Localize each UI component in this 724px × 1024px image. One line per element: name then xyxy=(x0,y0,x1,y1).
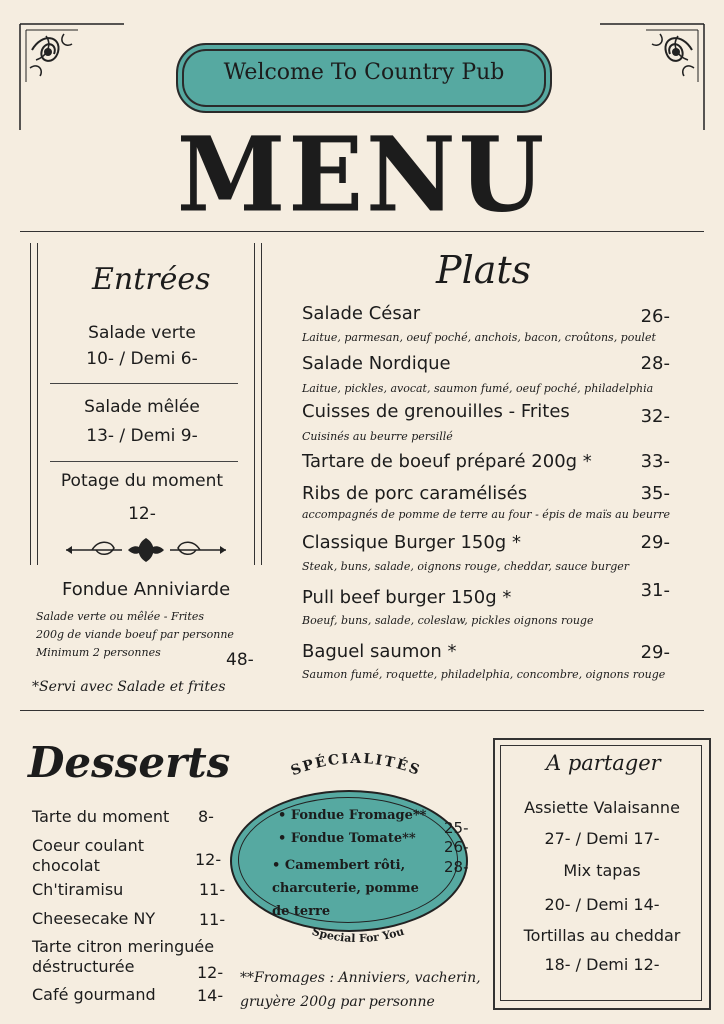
page-title: MENU xyxy=(176,115,548,236)
plat-1-name: Salade César xyxy=(302,303,421,324)
dessert-2-name: Coeur coulant chocolat xyxy=(32,836,144,875)
partager-line-4: 20- / Demi 14- xyxy=(544,895,660,914)
dessert-5-price: 12- xyxy=(197,963,224,982)
plat-6-desc: Steak, buns, salade, oignons rouge, cheddar, sauce burger xyxy=(302,560,630,573)
dessert-3-price: 11- xyxy=(199,880,226,899)
entrees-right-border-inner xyxy=(261,243,262,565)
entree-1-price: 10- / Demi 6- xyxy=(86,349,198,369)
fondue-line-1: Salade verte ou mêlée - Frites xyxy=(36,610,205,623)
entree-2-name: Salade mêlée xyxy=(84,397,200,417)
entree-3-price: 12- xyxy=(128,504,156,524)
partager-line-2: 27- / Demi 17- xyxy=(544,829,660,848)
middle-divider xyxy=(20,710,704,711)
dessert-6-name: Café gourmand xyxy=(32,985,156,1004)
partager-line-5: Tortillas au cheddar xyxy=(523,926,681,945)
plat-7-desc: Boeuf, buns, salade, coleslaw, pickles oignons rouge xyxy=(302,614,594,627)
plat-1-price: 26- xyxy=(640,306,670,327)
specialites-note: **Fromages : Anniviers, vacherin, gruyère 200g par personne xyxy=(240,970,481,1010)
dessert-3-name: Ch'tiramisu xyxy=(32,880,124,899)
dessert-4-name: Cheesecake NY xyxy=(32,909,156,928)
entree-separator xyxy=(50,461,238,462)
special-3-price: 28- xyxy=(444,858,469,876)
fondue-price: 48- xyxy=(226,650,254,670)
partager-line-6: 18- / Demi 12- xyxy=(544,955,660,974)
dessert-5-name: Tarte citron meringuée déstructurée xyxy=(32,937,215,976)
plat-8-price: 29- xyxy=(640,642,670,663)
plat-6-price: 29- xyxy=(640,532,670,553)
special-2-name: • Fondue Tomate** xyxy=(278,831,416,846)
partager-heading: A partager xyxy=(546,751,661,775)
plat-2-price: 28- xyxy=(640,353,670,374)
plat-4-name: Tartare de boeuf préparé 200g * xyxy=(302,451,592,472)
entrees-left-border-inner xyxy=(37,243,38,565)
plats-heading: Plats xyxy=(436,248,532,292)
plat-6-name: Classique Burger 150g * xyxy=(302,532,521,553)
plat-2-desc: Laitue, pickles, avocat, saumon fumé, oeuf poché, philadelphia xyxy=(302,382,654,395)
svg-text:Special For You xyxy=(310,925,405,945)
entree-1-name: Salade verte xyxy=(88,323,196,343)
plat-5-name: Ribs de porc caramélisés xyxy=(302,483,528,504)
fondue-line-3: Minimum 2 personnes xyxy=(36,646,161,659)
entrees-heading: Entrées xyxy=(92,262,211,297)
partager-line-1: Assiette Valaisanne xyxy=(524,798,680,817)
flourish-divider-icon xyxy=(62,536,230,564)
specialites-heading: SPÉCIALITÉS xyxy=(288,750,424,780)
entrees-right-border xyxy=(254,243,255,565)
desserts-heading: Desserts xyxy=(28,738,231,787)
special-1-name: • Fondue Fromage** xyxy=(278,808,427,823)
special-3-name: • Camembert rôti, charcuterie, pomme de terre xyxy=(272,858,419,919)
plat-2-name: Salade Nordique xyxy=(302,353,451,374)
plat-8-desc: Saumon fumé, roquette, philadelphia, concombre, oignons rouge xyxy=(302,668,666,681)
entree-separator xyxy=(50,383,238,384)
fondue-line-2: 200g de viande boeuf par personne xyxy=(36,628,234,641)
entree-3-name: Potage du moment xyxy=(60,471,224,491)
plat-3-price: 32- xyxy=(640,406,670,427)
specialites-footer: Special For You xyxy=(310,924,406,946)
partager-line-3: Mix tapas xyxy=(563,861,641,880)
entree-2-price: 13- / Demi 9- xyxy=(86,426,198,446)
special-2-price: 26- xyxy=(444,838,469,856)
welcome-banner-text: Welcome To Country Pub xyxy=(223,60,505,85)
svg-text:SPÉCIALITÉS xyxy=(289,751,423,779)
dessert-2-price: 12- xyxy=(195,850,222,869)
plat-3-name: Cuisses de grenouilles - Frites xyxy=(302,401,570,422)
plat-1-desc: Laitue, parmesan, oeuf poché, anchois, bacon, croûtons, poulet xyxy=(302,331,656,344)
plat-5-price: 35- xyxy=(640,483,670,504)
plat-4-price: 33- xyxy=(640,451,670,472)
special-1-price: 25- xyxy=(444,819,469,837)
plat-5-desc: accompagnés de pomme de terre au four - épis de maïs au beurre xyxy=(302,508,670,521)
top-divider xyxy=(20,231,704,232)
specialites-heading-arc xyxy=(286,746,426,780)
dessert-1-price: 8- xyxy=(198,807,214,826)
specialites-footer-arc xyxy=(296,924,420,954)
dessert-6-price: 14- xyxy=(197,986,224,1005)
dessert-4-price: 11- xyxy=(199,910,226,929)
plat-7-price: 31- xyxy=(640,580,670,601)
plat-8-name: Baguel saumon * xyxy=(302,641,457,662)
entrees-left-border xyxy=(30,243,31,565)
fondue-name: Fondue Anniviarde xyxy=(62,579,231,600)
plat-7-name: Pull beef burger 150g * xyxy=(302,587,512,608)
fondue-note: *Servi avec Salade et frites xyxy=(32,679,226,695)
dessert-1-name: Tarte du moment xyxy=(32,807,170,826)
plat-3-desc: Cuisinés au beurre persillé xyxy=(302,430,453,443)
